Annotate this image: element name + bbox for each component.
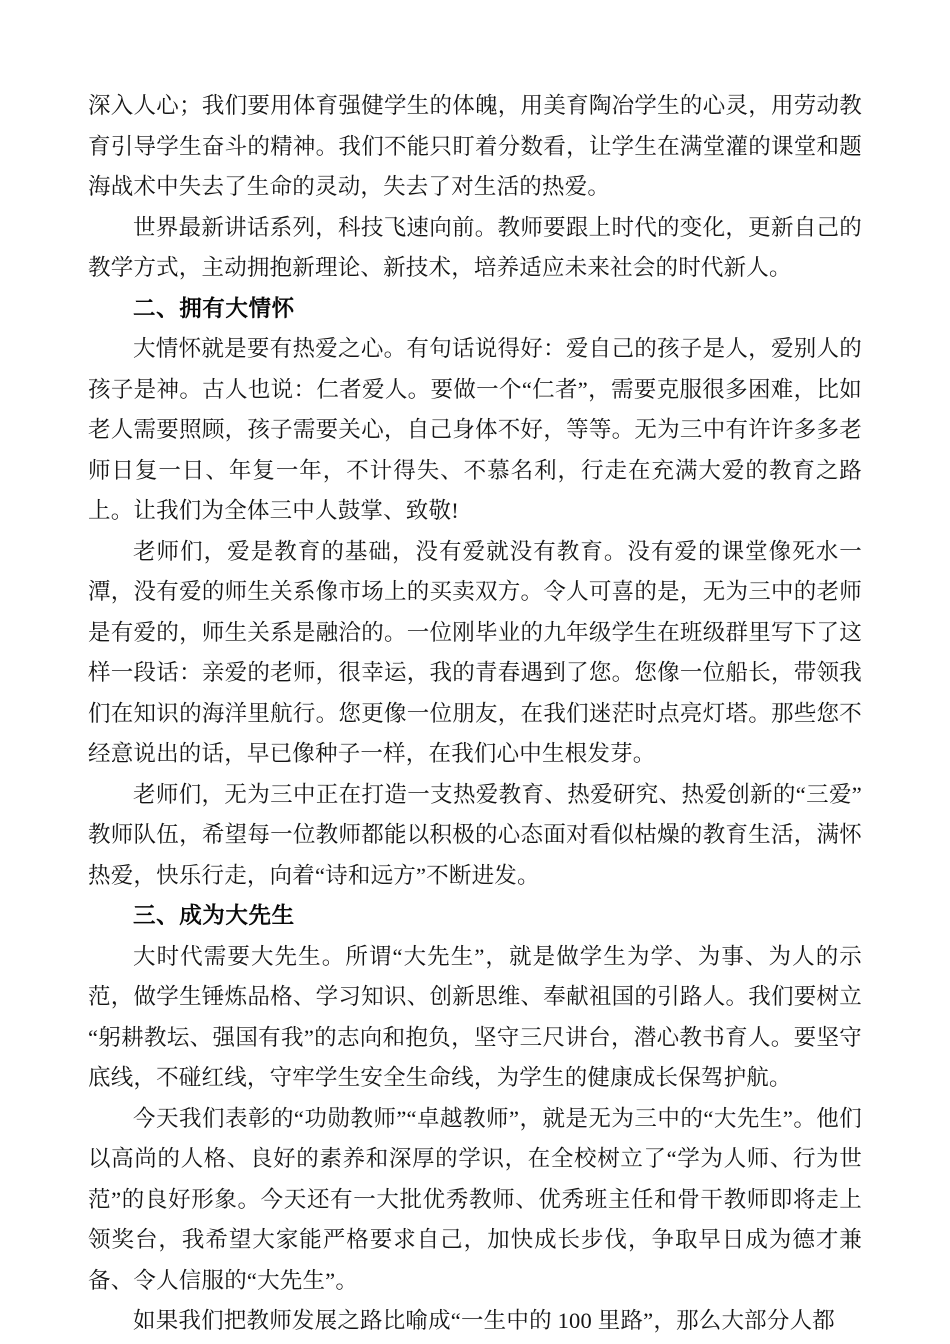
section-heading: 二、拥有大情怀: [133, 295, 295, 321]
body-paragraph: 老师们，爱是教育的基础，没有爱就没有教育。没有爱的课堂像死水一潭，没有爱的师生关系像市场上的买卖双方。令人可喜的是，无为三中的老师是有爱的，师生关系是融洽的。一位刚毕业的九年级学生在班级群里写下了这样一段话：亲爱的老师，很幸运，我的青春遇到了您。您像一位船长，带领我们在知识的海洋里航行。您更像一位朋友，在我们迷茫时点亮灯塔。那些您不经意说出的话，早已像种子一样，在我们心中生根发芽。: [88, 538, 862, 766]
body-paragraph: 老师们，无为三中正在打造一支热爱教育、热爱研究、热爱创新的“三爱”教师队伍，希望每一位教师都能以积极的心态面对看似枯燥的教育生活，满怀热爱，快乐行走，向着“诗和远方”不断进发。: [88, 781, 862, 888]
body-paragraph: 深入人心；我们要用体育强健学生的体魄，用美育陶冶学生的心灵，用劳动教育引导学生奋斗的精神。我们不能只盯着分数看，让学生在满堂灌的课堂和题海战术中失去了生命的灵动，失去了对生活的热爱。: [88, 93, 862, 199]
body-paragraph: 如果我们把教师发展之路比喻成“一生中的 100 里路”，那么大部分人都: [133, 1308, 835, 1333]
body-paragraph: 大情怀就是要有热爱之心。有句话说得好：爱自己的孩子是人，爱别人的孩子是神。古人也说：仁者爱人。要做一个“仁者”，需要克服很多困难，比如老人需要照顾，孩子需要关心，自己身体不好，等等。无为三中有许许多多老师日复一日、年复一年，不计得失、不慕名利，行走在充满大爱的教育之路上。让我们为全体三中人鼓掌、致敬!: [88, 336, 862, 523]
page-text-body: [88, 86, 862, 1342]
body-paragraph: 世界最新讲话系列，科技飞速向前。教师要跟上时代的变化，更新自己的教学方式，主动拥抱新理论、新技术，培养适应未来社会的时代新人。: [88, 214, 862, 280]
section-heading: 三、成为大先生: [133, 903, 295, 928]
body-paragraph: 大时代需要大先生。所谓“大先生”，就是做学生为学、为事、为人的示范，做学生锤炼品格、学习知识、创新思维、奉献祖国的引路人。我们要树立“躬耕教坛、强国有我”的志向和抱负，坚守三尺讲台，潜心教书育人。要坚守底线，不碰红线，守牢学生安全生命线，为学生的健康成长保驾护航。: [88, 943, 862, 1090]
body-paragraph: 今天我们表彰的“功勋教师”“卓越教师”，就是无为三中的“大先生”。他们以高尚的人格、良好的素养和深厚的学识，在全校树立了“学为人师、行为世范”的良好形象。今天还有一大批优秀教师、优秀班主任和骨干教师即将走上领奖台，我希望大家能严格要求自己，加快成长步伐，争取早日成为德才兼备、令人信服的“大先生”。: [88, 1105, 862, 1293]
